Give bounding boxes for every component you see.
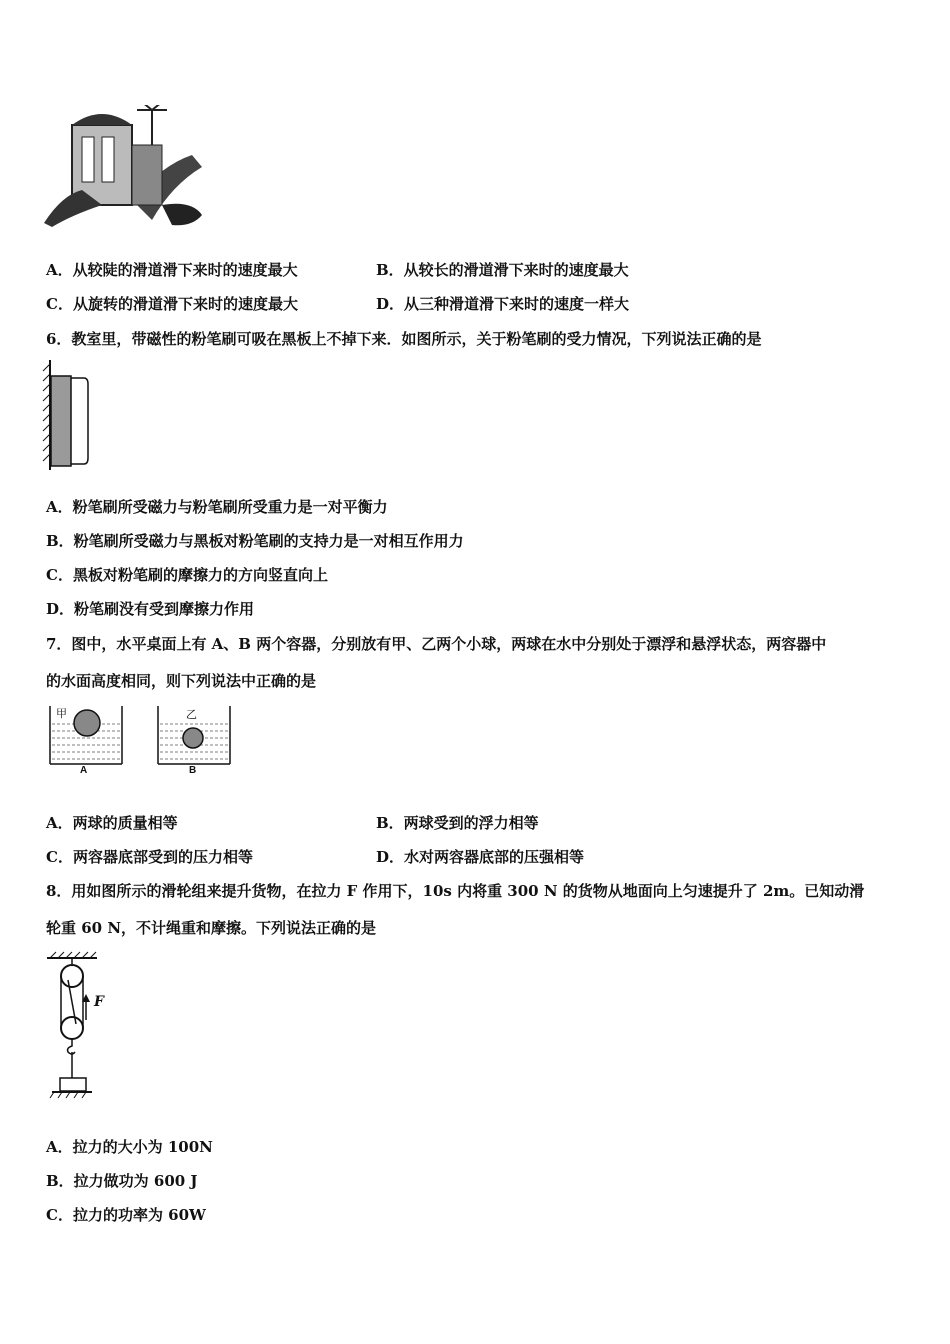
q7-stem-line2: 的水面高度相同，则下列说法中正确的是 xyxy=(46,672,317,690)
container-b-label: B xyxy=(189,765,197,776)
pulley-system-figure xyxy=(42,950,112,1100)
q7-option-a: A．两球的质量相等 xyxy=(46,814,178,832)
q6-option-b: B．粉笔刷所受磁力与黑板对粉笔刷的支持力是一对相互作用力 xyxy=(46,532,464,550)
q5-option-a: A．从较陡的滑道滑下来时的速度最大 xyxy=(46,261,298,279)
q6-option-a: A．粉笔刷所受磁力与粉笔刷所受重力是一对平衡力 xyxy=(46,498,388,516)
q8-stem-line1: 8．用如图所示的滑轮组来提升货物，在拉力 F 作用下，10s 内将重 300 N 的货物从地面向上匀速提升了 2m。已知动滑 xyxy=(46,882,865,900)
slide-playground-figure xyxy=(42,105,212,230)
q5-option-d: D．从三种滑道滑下来时的速度一样大 xyxy=(376,295,630,313)
q7-option-d: D．水对两容器底部的压强相等 xyxy=(376,848,585,866)
q6-stem: 6．教室里，带磁性的粉笔刷可吸在黑板上不掉下来．如图所示，关于粉笔刷的受力情况，下列说法正确的是 xyxy=(46,330,762,348)
q8-option-a: A．拉力的大小为 100N xyxy=(46,1138,213,1156)
q6-option-d: D．粉笔刷没有受到摩擦力作用 xyxy=(46,600,255,618)
q5-option-c: C．从旋转的滑道滑下来时的速度最大 xyxy=(46,295,298,313)
q6-option-c: C．黑板对粉笔刷的摩擦力的方向竖直向上 xyxy=(46,566,328,584)
q8-option-c: C．拉力的功率为 60W xyxy=(46,1206,206,1224)
chalk-eraser-figure xyxy=(40,358,100,473)
container-a-label: A xyxy=(80,765,88,776)
q7-option-b: B．两球受到的浮力相等 xyxy=(376,814,539,832)
q8-stem-line2: 轮重 60 N，不计绳重和摩擦。下列说法正确的是 xyxy=(46,919,377,937)
containers-figure xyxy=(44,702,244,782)
ball-a-label: 甲 xyxy=(56,707,67,720)
q7-stem-line1: 7．图中，水平桌面上有 A、B 两个容器，分别放有甲、乙两个小球，两球在水中分别处于漂浮和悬浮状态，两容器中 xyxy=(46,635,827,653)
q5-option-b: B．从较长的滑道滑下来时的速度最大 xyxy=(376,261,629,279)
q8-option-b: B．拉力做功为 600 J xyxy=(46,1172,198,1190)
force-f-label: F xyxy=(94,994,104,1010)
ball-b-label: 乙 xyxy=(186,708,197,721)
q7-option-c: C．两容器底部受到的压力相等 xyxy=(46,848,253,866)
